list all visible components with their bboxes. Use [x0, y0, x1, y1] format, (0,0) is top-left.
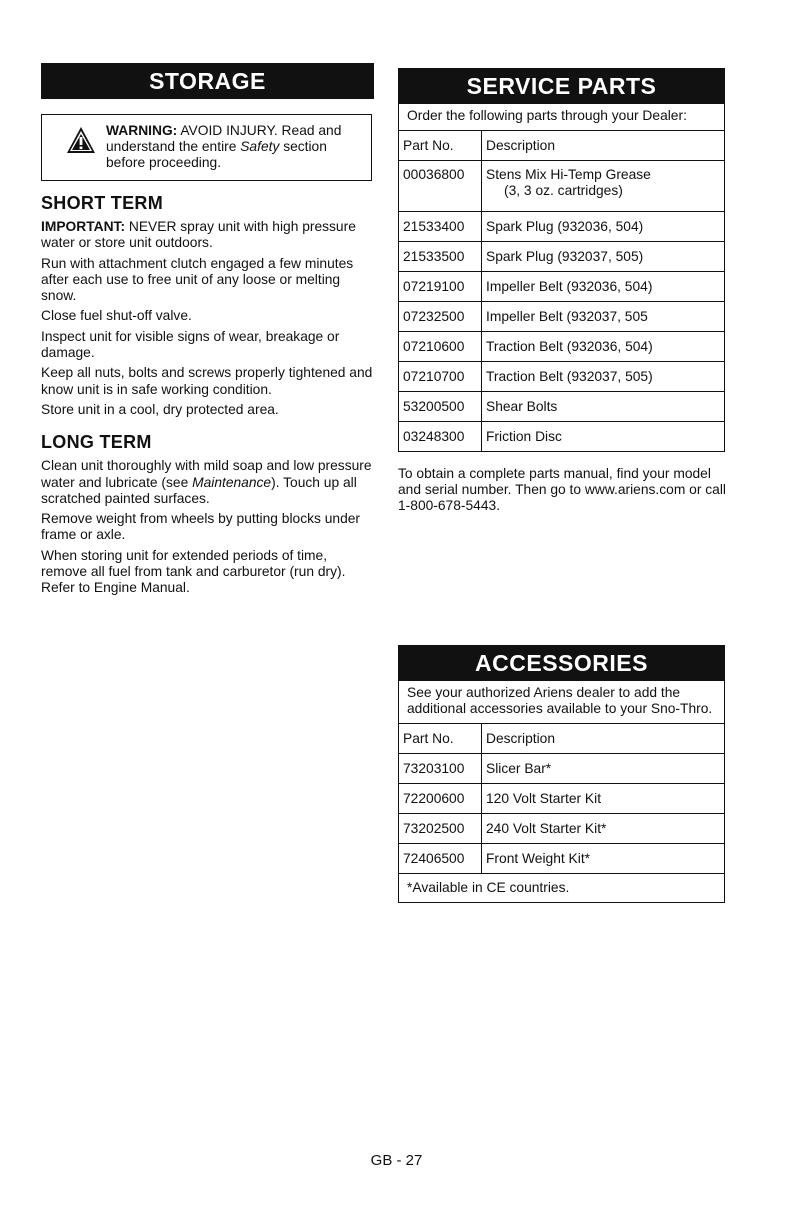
description-cell: Traction Belt (932037, 505) [482, 362, 725, 392]
warning-text-2: section before proceeding. [106, 139, 327, 170]
description-cell: Impeller Belt (932036, 504) [482, 272, 725, 302]
accessories-intro: See your authorized Ariens dealer to add the additional accessories available to your Sno-Thro. [407, 685, 713, 716]
service-parts-box [398, 104, 725, 452]
description-header: Description [482, 724, 725, 754]
warning-safety-ref: Safety [240, 139, 280, 154]
table-row [399, 362, 724, 392]
part-no-header: Part No. [399, 724, 482, 754]
part-no-cell: 07210700 [399, 362, 482, 392]
accessories-box [398, 681, 725, 903]
description-cell [482, 161, 725, 212]
part-no-header: Part No. [399, 131, 482, 161]
description-line: (3, 3 oz. cartridges) [504, 183, 623, 198]
table-row [399, 242, 724, 272]
warning-label: WARNING: [106, 123, 178, 138]
part-no-cell: 72200600 [399, 784, 482, 814]
warning-triangle-icon [66, 126, 96, 154]
short-term-paragraph: Inspect unit for visible signs of wear, breakage or damage. [41, 328, 340, 361]
long-term-paragraph: When storing unit for extended periods of time, remove all fuel from tank and carburetor (run dry). Refer to Engine Manual. [41, 547, 346, 596]
short-term-heading: SHORT TERM [41, 193, 163, 213]
important-text: NEVER spray unit with high pressure water or store unit outdoors. [41, 219, 356, 251]
short-term-paragraph: Store unit in a cool, dry protected area. [41, 401, 279, 417]
table-header-row [399, 724, 724, 754]
table-row [399, 302, 724, 332]
long-term-text: ). Touch up all scratched painted surfaces. [41, 474, 357, 506]
table-row [399, 272, 724, 302]
long-term-heading: LONG TERM [41, 432, 152, 453]
part-no-cell: 21533400 [399, 212, 482, 242]
table-row [399, 392, 724, 422]
long-term-text: Clean unit thoroughly with mild soap and low pressure water and lubricate (see [41, 458, 372, 490]
short-term-paragraph: Close fuel shut-off valve. [41, 308, 192, 324]
part-no-cell: 53200500 [399, 392, 482, 422]
table-row [399, 212, 724, 242]
service-parts-table [399, 130, 724, 451]
accessories-table [399, 723, 724, 873]
maintenance-ref: Maintenance [192, 474, 272, 490]
part-no-cell: 07210600 [399, 332, 482, 362]
service-parts-title: SERVICE PARTS [398, 68, 725, 104]
table-row [399, 814, 724, 844]
table-row [399, 422, 724, 452]
warning-box [41, 114, 372, 181]
table-header-row [399, 131, 724, 161]
accessories-title: ACCESSORIES [398, 645, 725, 681]
important-paragraph [41, 219, 374, 252]
long-term-paragraph: Remove weight from wheels by putting blocks under frame or axle. [41, 511, 361, 543]
part-no-cell: 73203100 [399, 754, 482, 784]
accessories-section [398, 645, 725, 903]
description-cell: Impeller Belt (932037, 505 [482, 302, 725, 332]
description-header: Description [482, 131, 725, 161]
description-cell: Traction Belt (932036, 504) [482, 332, 725, 362]
storage-title: STORAGE [41, 63, 374, 99]
part-no-cell: 73202500 [399, 814, 482, 844]
part-no-cell: 21533500 [399, 242, 482, 272]
description-cell: 120 Volt Starter Kit [482, 784, 725, 814]
description-cell: Front Weight Kit* [482, 844, 725, 874]
warning-text-1: AVOID INJURY. Read and understand the entire [106, 123, 342, 154]
part-no-cell: 07219100 [399, 272, 482, 302]
page-number: GB - 27 [370, 1152, 423, 1169]
part-no-cell: 03248300 [399, 422, 482, 452]
service-parts-section [398, 68, 725, 514]
ce-footnote: *Available in CE countries. [399, 873, 724, 902]
table-row [399, 844, 724, 874]
part-no-cell: 07232500 [399, 302, 482, 332]
description-cell: Slicer Bar* [482, 754, 725, 784]
parts-manual-note: To obtain a complete parts manual, find your model and serial number. Then go to www.ariens.com or call 1-800-678-5443. [398, 466, 726, 513]
table-row [399, 784, 724, 814]
description-cell: 240 Volt Starter Kit* [482, 814, 725, 844]
short-term-paragraph: Keep all nuts, bolts and screws properly tightened and know unit is in safe working condition. [41, 365, 373, 397]
service-parts-intro: Order the following parts through your Dealer: [407, 108, 687, 123]
storage-section [41, 63, 374, 601]
long-term-paragraph [41, 458, 374, 507]
part-no-cell: 72406500 [399, 844, 482, 874]
table-row [399, 332, 724, 362]
short-term-paragraph: Run with attachment clutch engaged a few minutes after each use to free unit of any loose or melting snow. [41, 255, 354, 304]
table-row [399, 754, 724, 784]
part-no-cell: 00036800 [399, 161, 482, 212]
description-cell: Shear Bolts [482, 392, 725, 422]
description-cell: Friction Disc [482, 422, 725, 452]
description-cell: Spark Plug (932036, 504) [482, 212, 725, 242]
description-line: Stens Mix Hi-Temp Grease [486, 167, 651, 182]
important-label: IMPORTANT: [41, 219, 126, 234]
table-row [399, 161, 724, 212]
description-cell: Spark Plug (932037, 505) [482, 242, 725, 272]
